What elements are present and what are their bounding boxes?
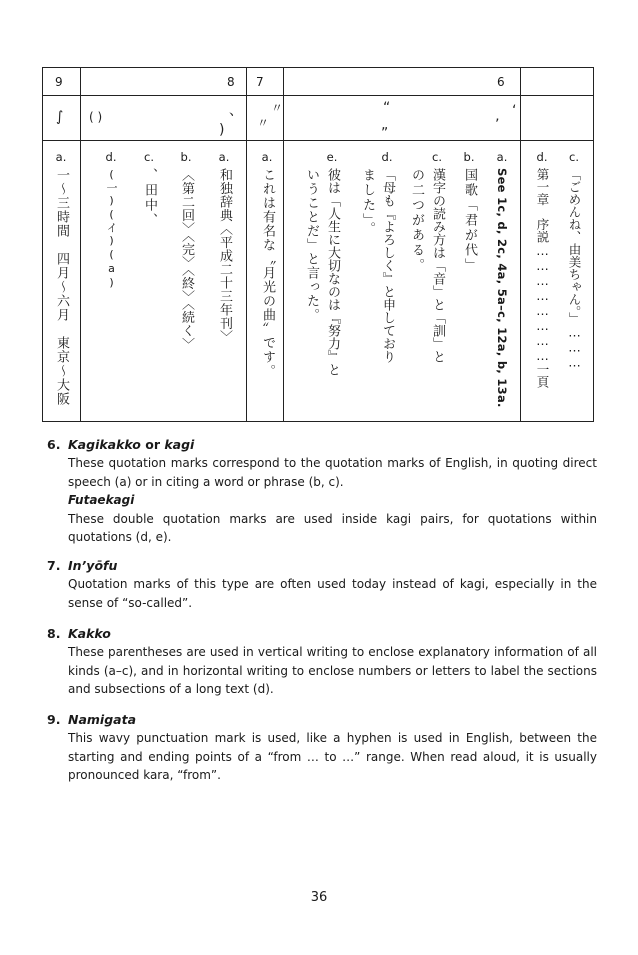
example-label: c. <box>144 150 154 164</box>
section-number: 8. <box>47 626 61 641</box>
section-6 <box>47 436 597 547</box>
section-text: These parentheses are used in vertical writing to enclose explanatory information of all kinds (a–c), and in horizontal writing to enclose numbers or letters to label the sections and subsections of a long text (d). <box>68 645 597 696</box>
row-divider <box>43 140 593 141</box>
header-number-7: 7 <box>256 75 264 89</box>
subsection-title: Futaekagi <box>68 493 135 507</box>
section-number: 9. <box>47 712 61 727</box>
section-title: Namigata <box>68 712 136 727</box>
section-8 <box>47 625 597 699</box>
section-9 <box>47 711 597 785</box>
example-text: 彼は「人生に大切なのは『努力』と <box>325 168 340 376</box>
kikko-bottom-mark: ) <box>219 122 225 138</box>
example-text: の二つがある。 <box>409 168 424 273</box>
example-text: 一～三時間 四月～六月 東京～大阪 <box>54 168 69 406</box>
example-column <box>50 150 72 406</box>
example-column <box>138 150 160 228</box>
section-7 <box>47 557 597 612</box>
wave-mark: ∫ <box>56 109 64 125</box>
example-label: a. <box>55 150 67 164</box>
col-divider <box>520 68 521 422</box>
example-text: いうことだ」と言った。 <box>304 168 319 322</box>
double-close-mark: 〃 <box>257 116 270 130</box>
kagi-bottom-mark: ’ <box>495 117 500 133</box>
col-divider <box>80 68 81 422</box>
section-heading <box>47 711 597 729</box>
example-column <box>426 150 448 363</box>
section-title: In’yōfu <box>68 558 118 573</box>
example-column <box>405 150 427 273</box>
example-column <box>376 150 398 363</box>
example-text: 、田中、 <box>142 168 157 228</box>
header-number-6: 6 <box>497 75 505 89</box>
example-text: ました」。 <box>360 168 375 237</box>
example-column <box>100 150 122 290</box>
double-open-mark: 〃 <box>271 101 284 115</box>
example-label: c. <box>569 150 579 164</box>
example-text: 「母も『よろしく』と申しており <box>380 168 395 363</box>
section-title: Kagikakko <box>68 437 141 452</box>
example-column <box>321 150 343 376</box>
punctuation-table <box>42 67 594 422</box>
example-column <box>256 150 278 378</box>
inyofu-top-mark: “ <box>383 100 391 116</box>
col-divider <box>283 68 284 422</box>
section-number: 6. <box>47 437 61 452</box>
example-label: d. <box>381 150 393 164</box>
example-text: 国歌「君が代」 <box>462 168 477 273</box>
example-text: (一)(イ)(a) <box>105 168 118 290</box>
section-title-or: or <box>140 437 165 452</box>
inyofu-bottom-mark: „ <box>381 117 389 133</box>
example-label: a. <box>261 150 273 164</box>
example-text: 漢字の読み方は「音」と「訓」と <box>430 168 445 363</box>
example-label: a. <box>496 150 508 164</box>
example-label: d. <box>105 150 117 164</box>
kagi-top-mark: ‘ <box>512 103 517 119</box>
example-column <box>356 150 378 237</box>
example-column <box>563 150 585 369</box>
kikko-top-mark: 、 <box>229 103 243 119</box>
example-label: b. <box>180 150 192 164</box>
page-number: 36 <box>310 890 328 905</box>
section-title-alt: kagi <box>164 437 195 452</box>
example-column <box>491 150 513 408</box>
example-text: 第一章 序説……………………一頁 <box>535 168 550 388</box>
example-label: b. <box>463 150 475 164</box>
example-text: 「ごめんね、由美ちゃん。」……… <box>567 168 582 370</box>
example-column <box>458 150 480 273</box>
example-column <box>300 150 322 322</box>
example-text: これは有名な〝月光の曲〟です。 <box>260 168 275 378</box>
section-title: Kakko <box>68 626 111 641</box>
section-heading <box>47 557 597 575</box>
section-text: These quotation marks correspond to the quotation marks of English, in quoting direct speech (a) or in citing a word or phrase (b, c). <box>68 456 597 489</box>
header-number-8: 8 <box>227 75 235 89</box>
example-text: 和独辞典〈平成二十三年刊〉 <box>217 168 232 344</box>
row-divider <box>43 95 593 96</box>
example-label: a. <box>218 150 230 164</box>
example-label: c. <box>432 150 442 164</box>
paren-mark: ( ) <box>89 110 103 124</box>
col-divider <box>246 68 247 422</box>
section-heading <box>47 436 597 454</box>
example-text: See 1c, d, 2c, 4a, 5a–c, 12a, b, 13a. <box>495 168 509 408</box>
section-number: 7. <box>47 558 61 573</box>
example-text: 〈第二回〉〈完〉〈終〉〈続く〉 <box>179 168 194 351</box>
example-column <box>213 150 235 344</box>
example-column <box>531 150 553 388</box>
example-label: e. <box>326 150 338 164</box>
section-heading <box>47 625 597 643</box>
example-column <box>175 150 197 351</box>
header-number-9: 9 <box>55 75 63 89</box>
section-text: This wavy punctuation mark is used, like a hyphen is used in English, between the starting and ending points of a “from … to …” range. When read aloud, it is usually pronounced kara, “from”. <box>68 731 597 782</box>
example-label: d. <box>536 150 548 164</box>
section-text: Quotation marks of this type are often used today instead of kagi, especially in the sense of “so-called”. <box>68 577 597 610</box>
subsection-text: These double quotation marks are used inside kagi pairs, for quotations within quotations (d, e). <box>68 511 597 544</box>
